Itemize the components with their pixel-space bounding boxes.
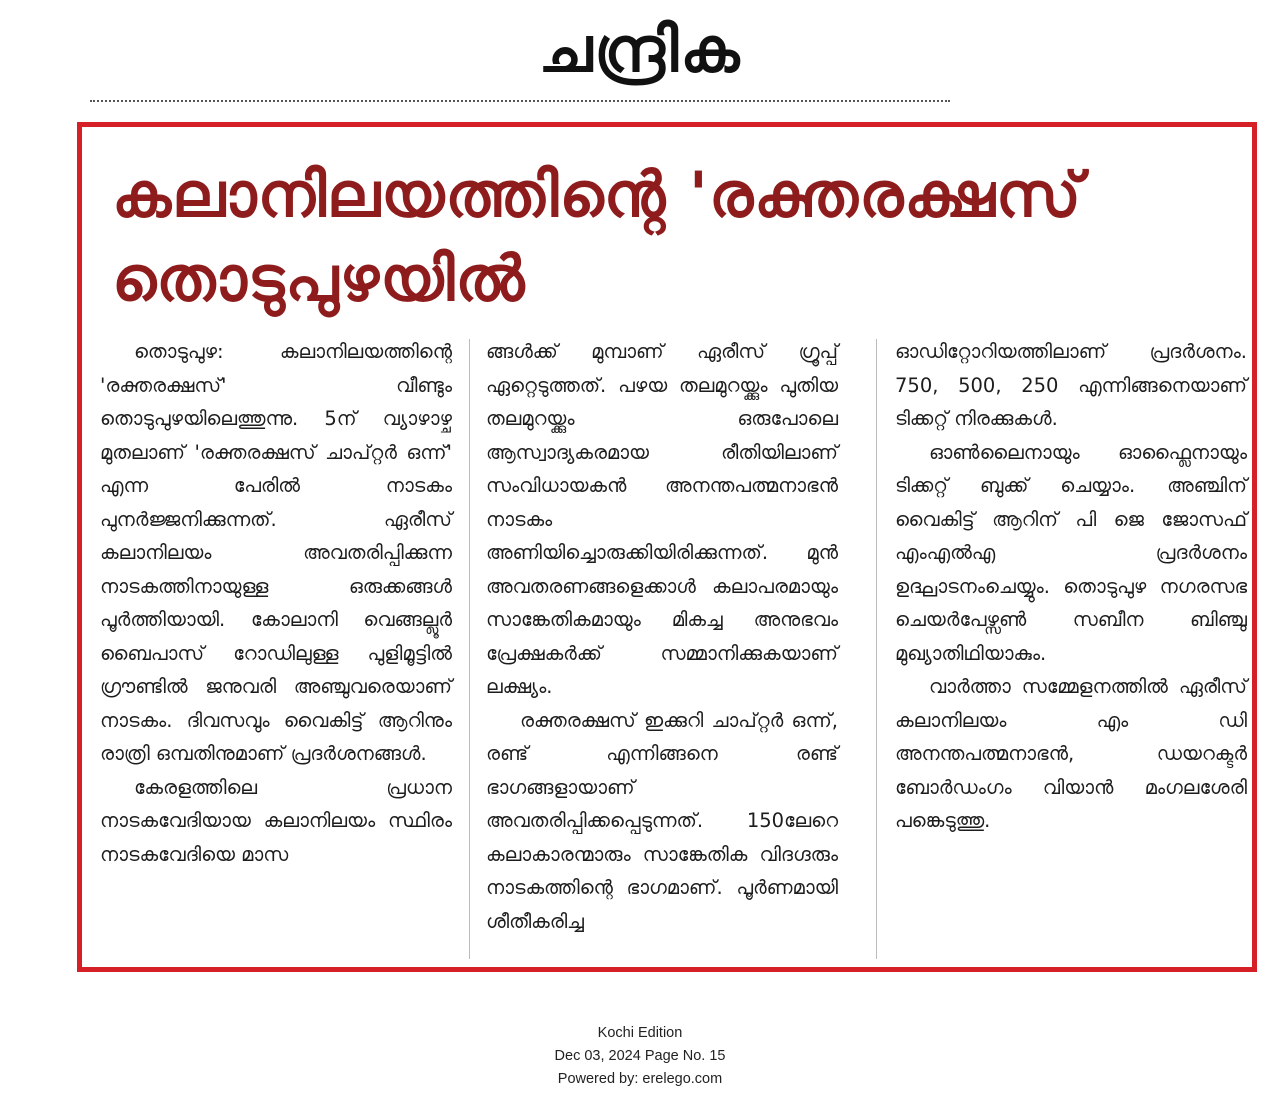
headline-line-2: തൊടുപുഴയിൽ <box>112 242 526 315</box>
article-headline <box>112 153 1222 321</box>
paragraph: വാർത്താ സമ്മേളനത്തിൽ ഏരീസ് കലാനിലയം എം ഡി അനന്തപത്മനാഭൻ, ഡയറക്ടർ ബോർഡംഗം വിയാൻ മംഗലശേരി പങ്കെടുത്തു. <box>895 675 1247 832</box>
article-clipping <box>77 122 1257 972</box>
paragraph: ഓൺലൈനായും ഓഫ്ലൈനായും ടിക്കറ്റ് ബുക്ക് ചെയ്യാം. അഞ്ചിന് വൈകിട്ട് ആറിന് പി ജെ ജോസഫ് എംഎൽഎ പ്രദർശനം ഉദ്ഘാടനംചെയ്യും. തൊടുപുഴ നഗരസഭ ചെയർപേഴ്സൺ സബീന ബിഞ്ചു മുഖ്യാതിഥിയാകും. <box>895 440 1247 665</box>
paragraph: രക്തരക്ഷസ് ഇക്കുറി ചാപ്റ്റർ ഒന്ന്, രണ്ട് എന്നിങ്ങനെ രണ്ട് ഭാഗങ്ങളായാണ് അവതരിപ്പിക്കപ്പെടുന്നത്. 150ലേറെ കലാകാരന്മാരും സാങ്കേതിക വിദഗ്ദരും നാടകത്തിന്റെ ഭാഗമാണ്. പൂർണമായി ശീതീകരിച്ച <box>486 708 838 933</box>
column-divider <box>469 339 470 959</box>
paragraph: കേരളത്തിലെ പ്രധാന നാടകവേദിയായ കലാനിലയം സ്ഥിരം നാടകവേദിയെ മാസ <box>100 775 452 866</box>
powered-by: Powered by: erelego.com <box>557 1071 723 1087</box>
column-divider <box>876 339 877 959</box>
article-column-2 <box>486 335 838 963</box>
paragraph-continued: ങ്ങൾക്ക് മുമ്പാണ് ഏരീസ് ഗ്രൂപ്പ് ഏറ്റെടുത്തത്. പഴയ തലമുറയ്ക്കും പുതിയ തലമുറയ്ക്കും ഒരുപോലെ ആസ്വാദ്യകരമായ രീതിയിലാണ് സംവിധായകൻ അനന്തപത്മനാഭൻ നാടകം അണിയിച്ചൊരുക്കിയിരിക്കുന്നത്. മുൻ അവതരണങ്ങളെക്കാൾ കലാപരമായും സാങ്കേതികമായും മികച്ച അനുഭവം പ്രേക്ഷകർക്ക് സമ്മാനിക്കുകയാണ് ലക്ഷ്യം. <box>486 340 838 698</box>
paragraph: തൊടുപുഴ: കലാനിലയത്തിന്റെ 'രക്തരക്ഷസ്' വീണ്ടും തൊടുപുഴയിലെത്തുന്നു. 5ന് വ്യാഴാഴ്ച മുതലാണ് 'രക്തരക്ഷസ് ചാപ്റ്റർ ഒന്ന്' എന്ന പേരിൽ നാടകം പുനർജ്ജനിക്കുന്നത്. ഏരീസ് കലാനിലയം അവതരിപ്പിക്കുന്ന നാടകത്തിനായുള്ള ഒരുക്കങ്ങൾ പൂർത്തിയായി. കോലാനി വെങ്ങല്ലൂർ ബൈപാസ് റോഡിലുള്ള പുളിമൂട്ടിൽ ഗ്രൗണ്ടിൽ ജനുവരി അഞ്ചുവരെയാണ് നാടകം. ദിവസവും വൈകിട്ട് ആറിനും രാത്രി ഒമ്പതിനുമാണ് പ്രദർശനങ്ങൾ. <box>100 340 452 765</box>
date-and-page: Dec 03, 2024 Page No. 15 <box>554 1048 726 1064</box>
paragraph-continued: ഓഡിറ്റോറിയത്തിലാണ് പ്രദർശനം. 750, 500, 250 എന്നിങ്ങനെയാണ് ടിക്കറ്റ് നിരക്കുകൾ. <box>895 340 1247 430</box>
article-column-1 <box>100 335 452 963</box>
newspaper-logo: ചന്ദ്രിക <box>538 13 742 86</box>
article-body <box>100 335 1247 963</box>
masthead-rule <box>90 96 950 102</box>
edition-name: Kochi Edition <box>597 1025 683 1041</box>
masthead <box>0 0 1280 92</box>
edition-footer <box>0 1022 1280 1091</box>
headline-line-1: കലാനിലയത്തിന്റെ 'രക്തരക്ഷസ് <box>112 158 1082 231</box>
article-column-3 <box>895 335 1247 963</box>
